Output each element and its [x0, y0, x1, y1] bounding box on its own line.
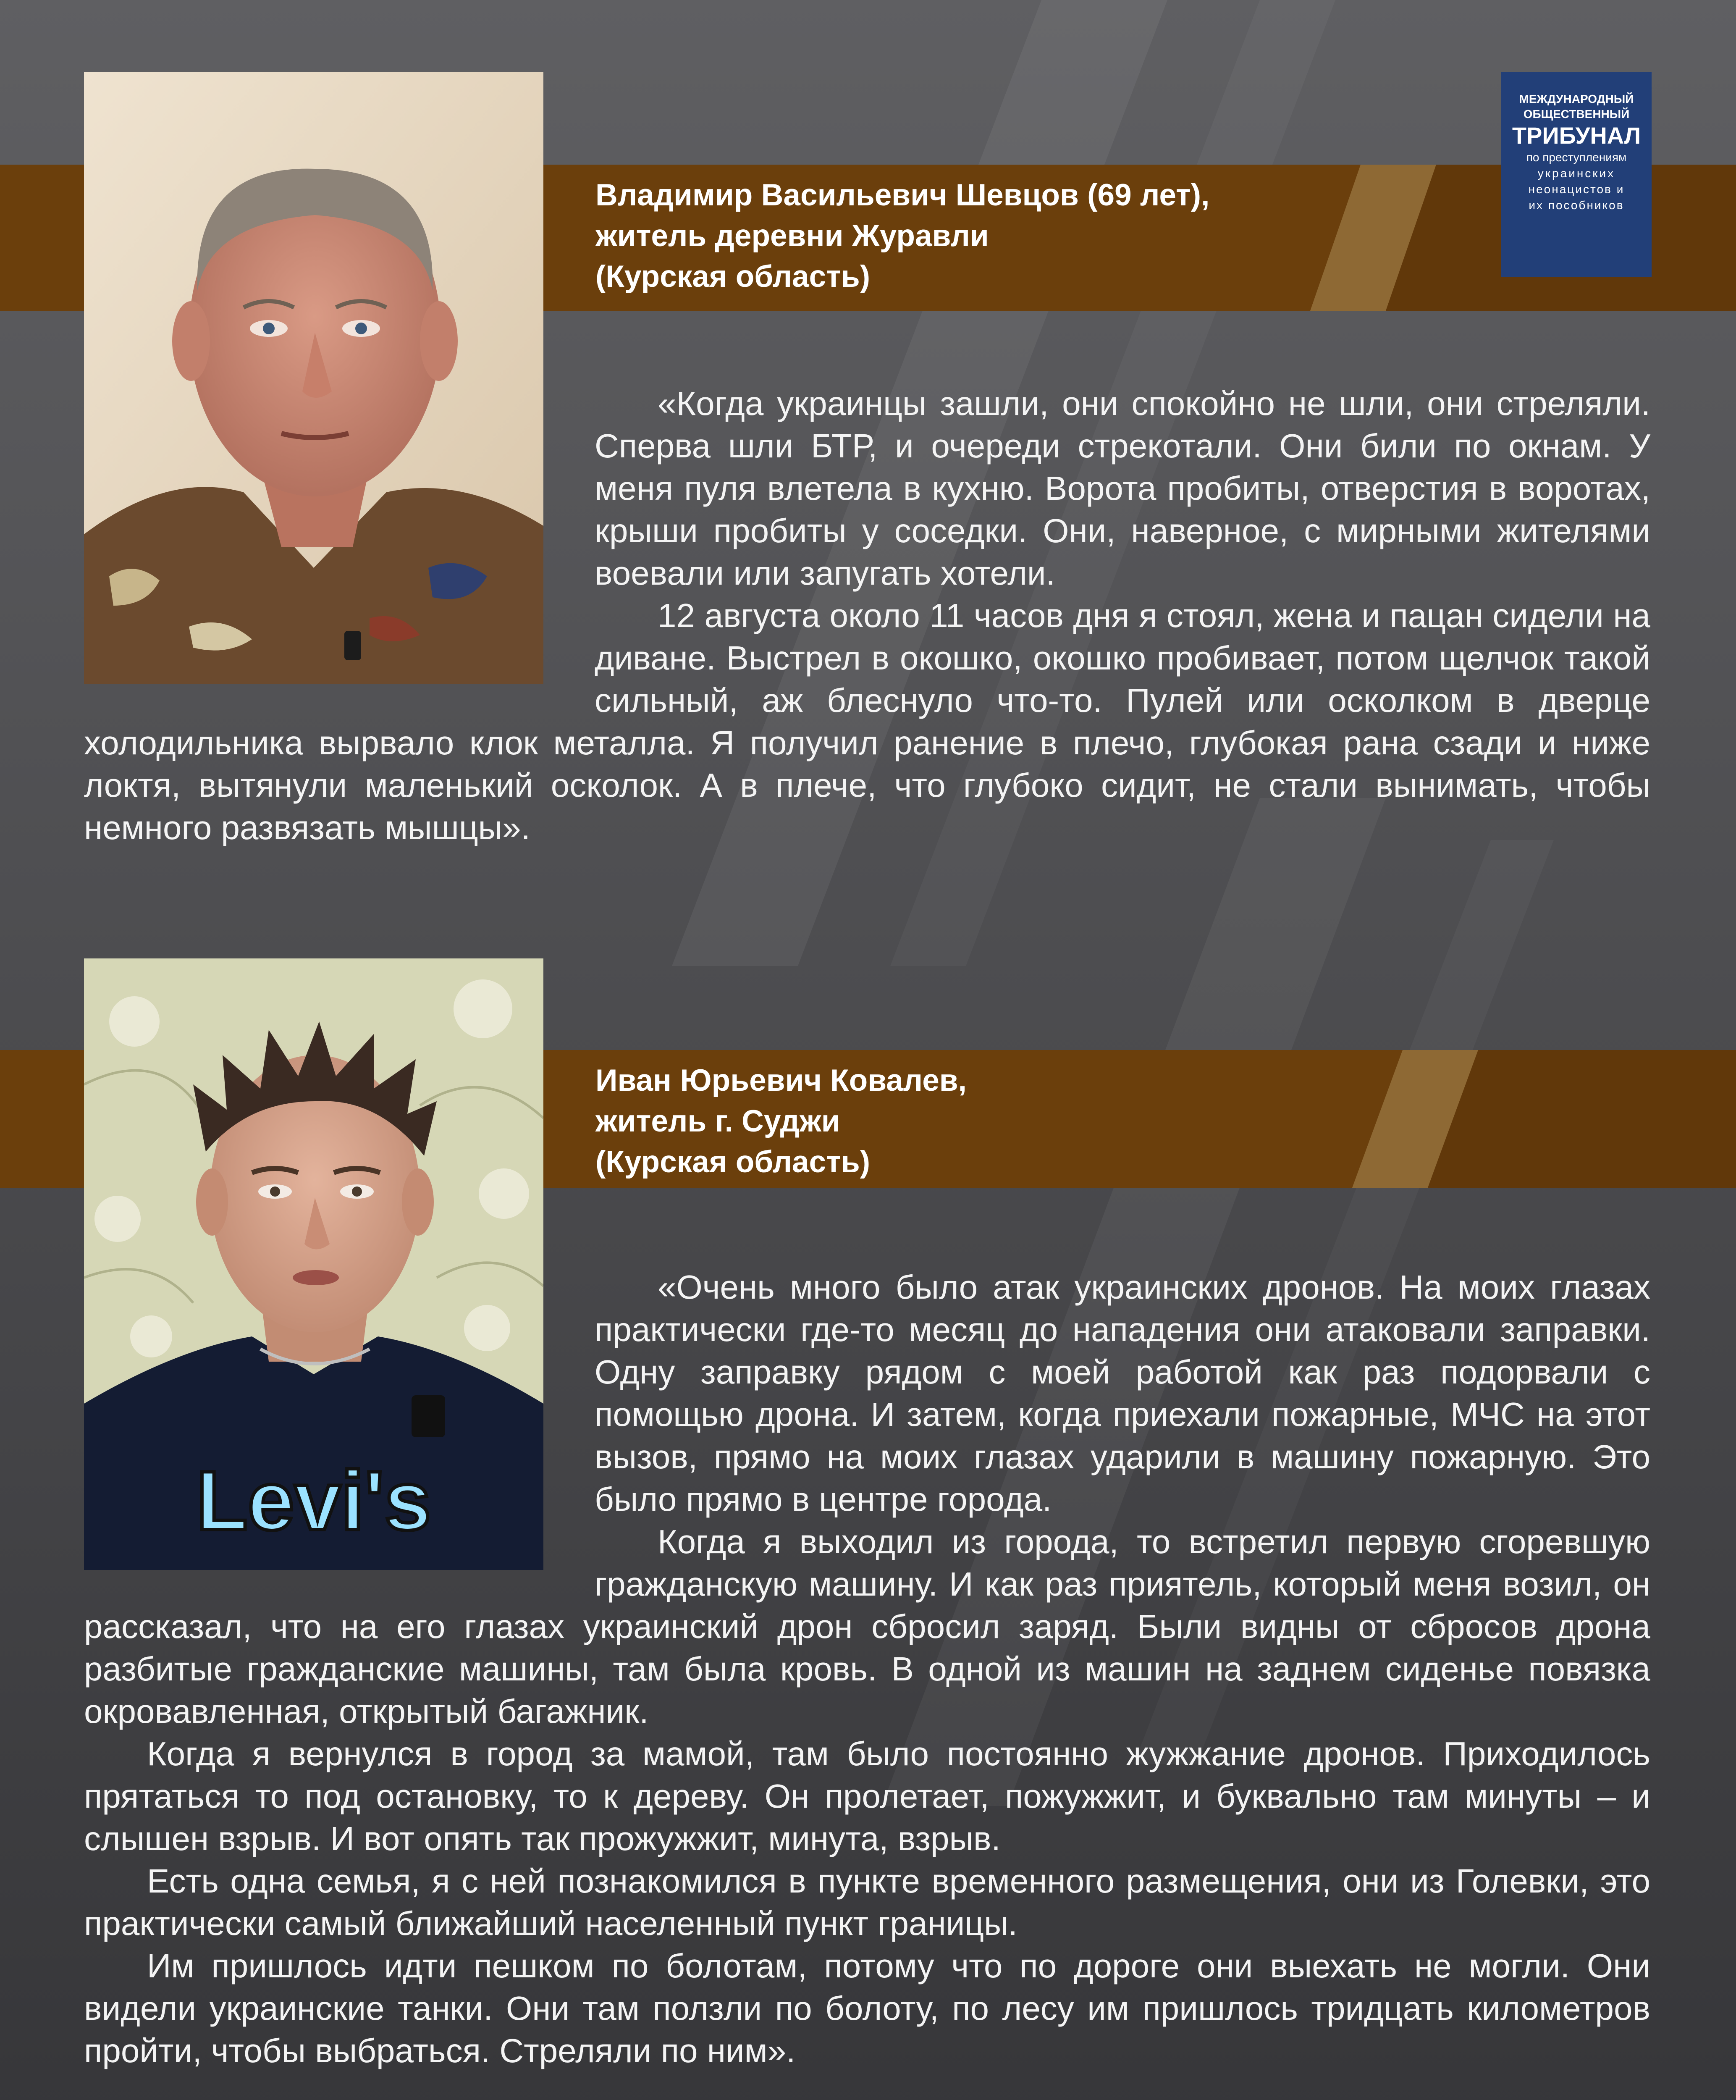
testimony-1-header [595, 175, 1351, 297]
testimony-paragraph: Им пришлось идти пешком по болотам, потому что по дороге они выехать не могли. Они видели украинские танки. Они там ползли по болоту, по лесу им пришлось тридцать километров пройти, чтобы выбраться. Стреляли по ним». [84, 1947, 1650, 2069]
tribunal-logo-line: неонацистов и [1528, 183, 1625, 196]
tribunal-logo-line: ОБЩЕСТВЕННЫЙ [1523, 108, 1630, 121]
testimony-paragraph: Есть одна семья, я с ней познакомился в пункте временного размещения, они из Голевки, это практически самый ближайший населенный пункт границы. [84, 1862, 1650, 1942]
testimony-paragraph: Когда я выходил из города, то встретил первую сгоревшую гражданскую машину. И как раз приятель, который меня возил, он рассказал, что на его глазах украинский дрон сбросил заряд. Были видны от сбросов дрона разбитые гражданские машины, там была кровь. В одной из машин на заднем сиденье повязка окровавленная, открытый багажник. [84, 1523, 1650, 1730]
tribunal-logo-line: украинских [1537, 167, 1615, 180]
witness-residence: житель г. Суджи [595, 1104, 840, 1138]
tribunal-logo-line: по преступлениям [1526, 151, 1627, 164]
tribunal-logo [1501, 72, 1652, 277]
witness-region: (Курская область) [595, 260, 871, 294]
testimony-2-header [595, 1060, 1351, 1182]
testimony-paragraph: «Когда украинцы зашли, они спокойно не шли, они стреляли. Сперва шли БТР, и очереди стрекотали. Они били по окнам. У меня пуля влетела в кухню. Ворота пробиты, отверстия в воротах, крыши пробиты у соседки. Они, наверное, с мирными жителями воевали или запугать хотели. [595, 385, 1650, 592]
testimony-paragraph: 12 августа около 11 часов дня я стоял, жена и пацан сидели на диване. Выстрел в окошко, окошко пробивает, потом щелчок такой сильный, аж блеснуло что-то. Пулей или осколком в дверце холодильника вырвало клок металла. Я получил ранение в плечо, глубокая рана сзади и ниже локтя, вытянули маленький осколок. А в плече, что глубоко сидит, не стали вынимать, чтобы немного развязать мышцы». [84, 597, 1650, 846]
witness-name: Владимир Васильевич Шевцов (69 лет), [595, 178, 1210, 212]
tribunal-logo-line: МЕЖДУНАРОДНЫЙ [1519, 92, 1634, 105]
testimony-paragraph: Когда я вернулся в город за мамой, там было постоянно жужжание дронов. Приходилось прятаться то под остановку, то к дереву. Он пролетает, пожужжит, и буквально там минуты – и слышен взрыв. И вот опять так прожужжит, минута, взрыв. [84, 1735, 1650, 1857]
testimony-1-text [84, 382, 1650, 849]
tribunal-logo-line: ТРИБУНАЛ [1512, 122, 1641, 149]
witness-residence: житель деревни Журавли [595, 219, 989, 253]
testimony-paragraph: «Очень много было атак украинских дронов. На моих глазах практически где-то месяц до нападения они атаковали заправки. Одну заправку рядом с моей работой как раз подорвали с помощью дрона. И затем, когда приехали пожарные, МЧС на этот вызов, прямо на моих глазах ударили в машину пожарную. Это было прямо в центре города. [595, 1268, 1650, 1518]
witness-region: (Курская область) [595, 1145, 871, 1179]
shirt-print-text: Levi's [196, 1454, 431, 1548]
witness-name: Иван Юрьевич Ковалев, [595, 1063, 967, 1097]
tribunal-logo-line: их пособников [1529, 199, 1624, 212]
testimony-2-text [84, 1266, 1650, 2072]
